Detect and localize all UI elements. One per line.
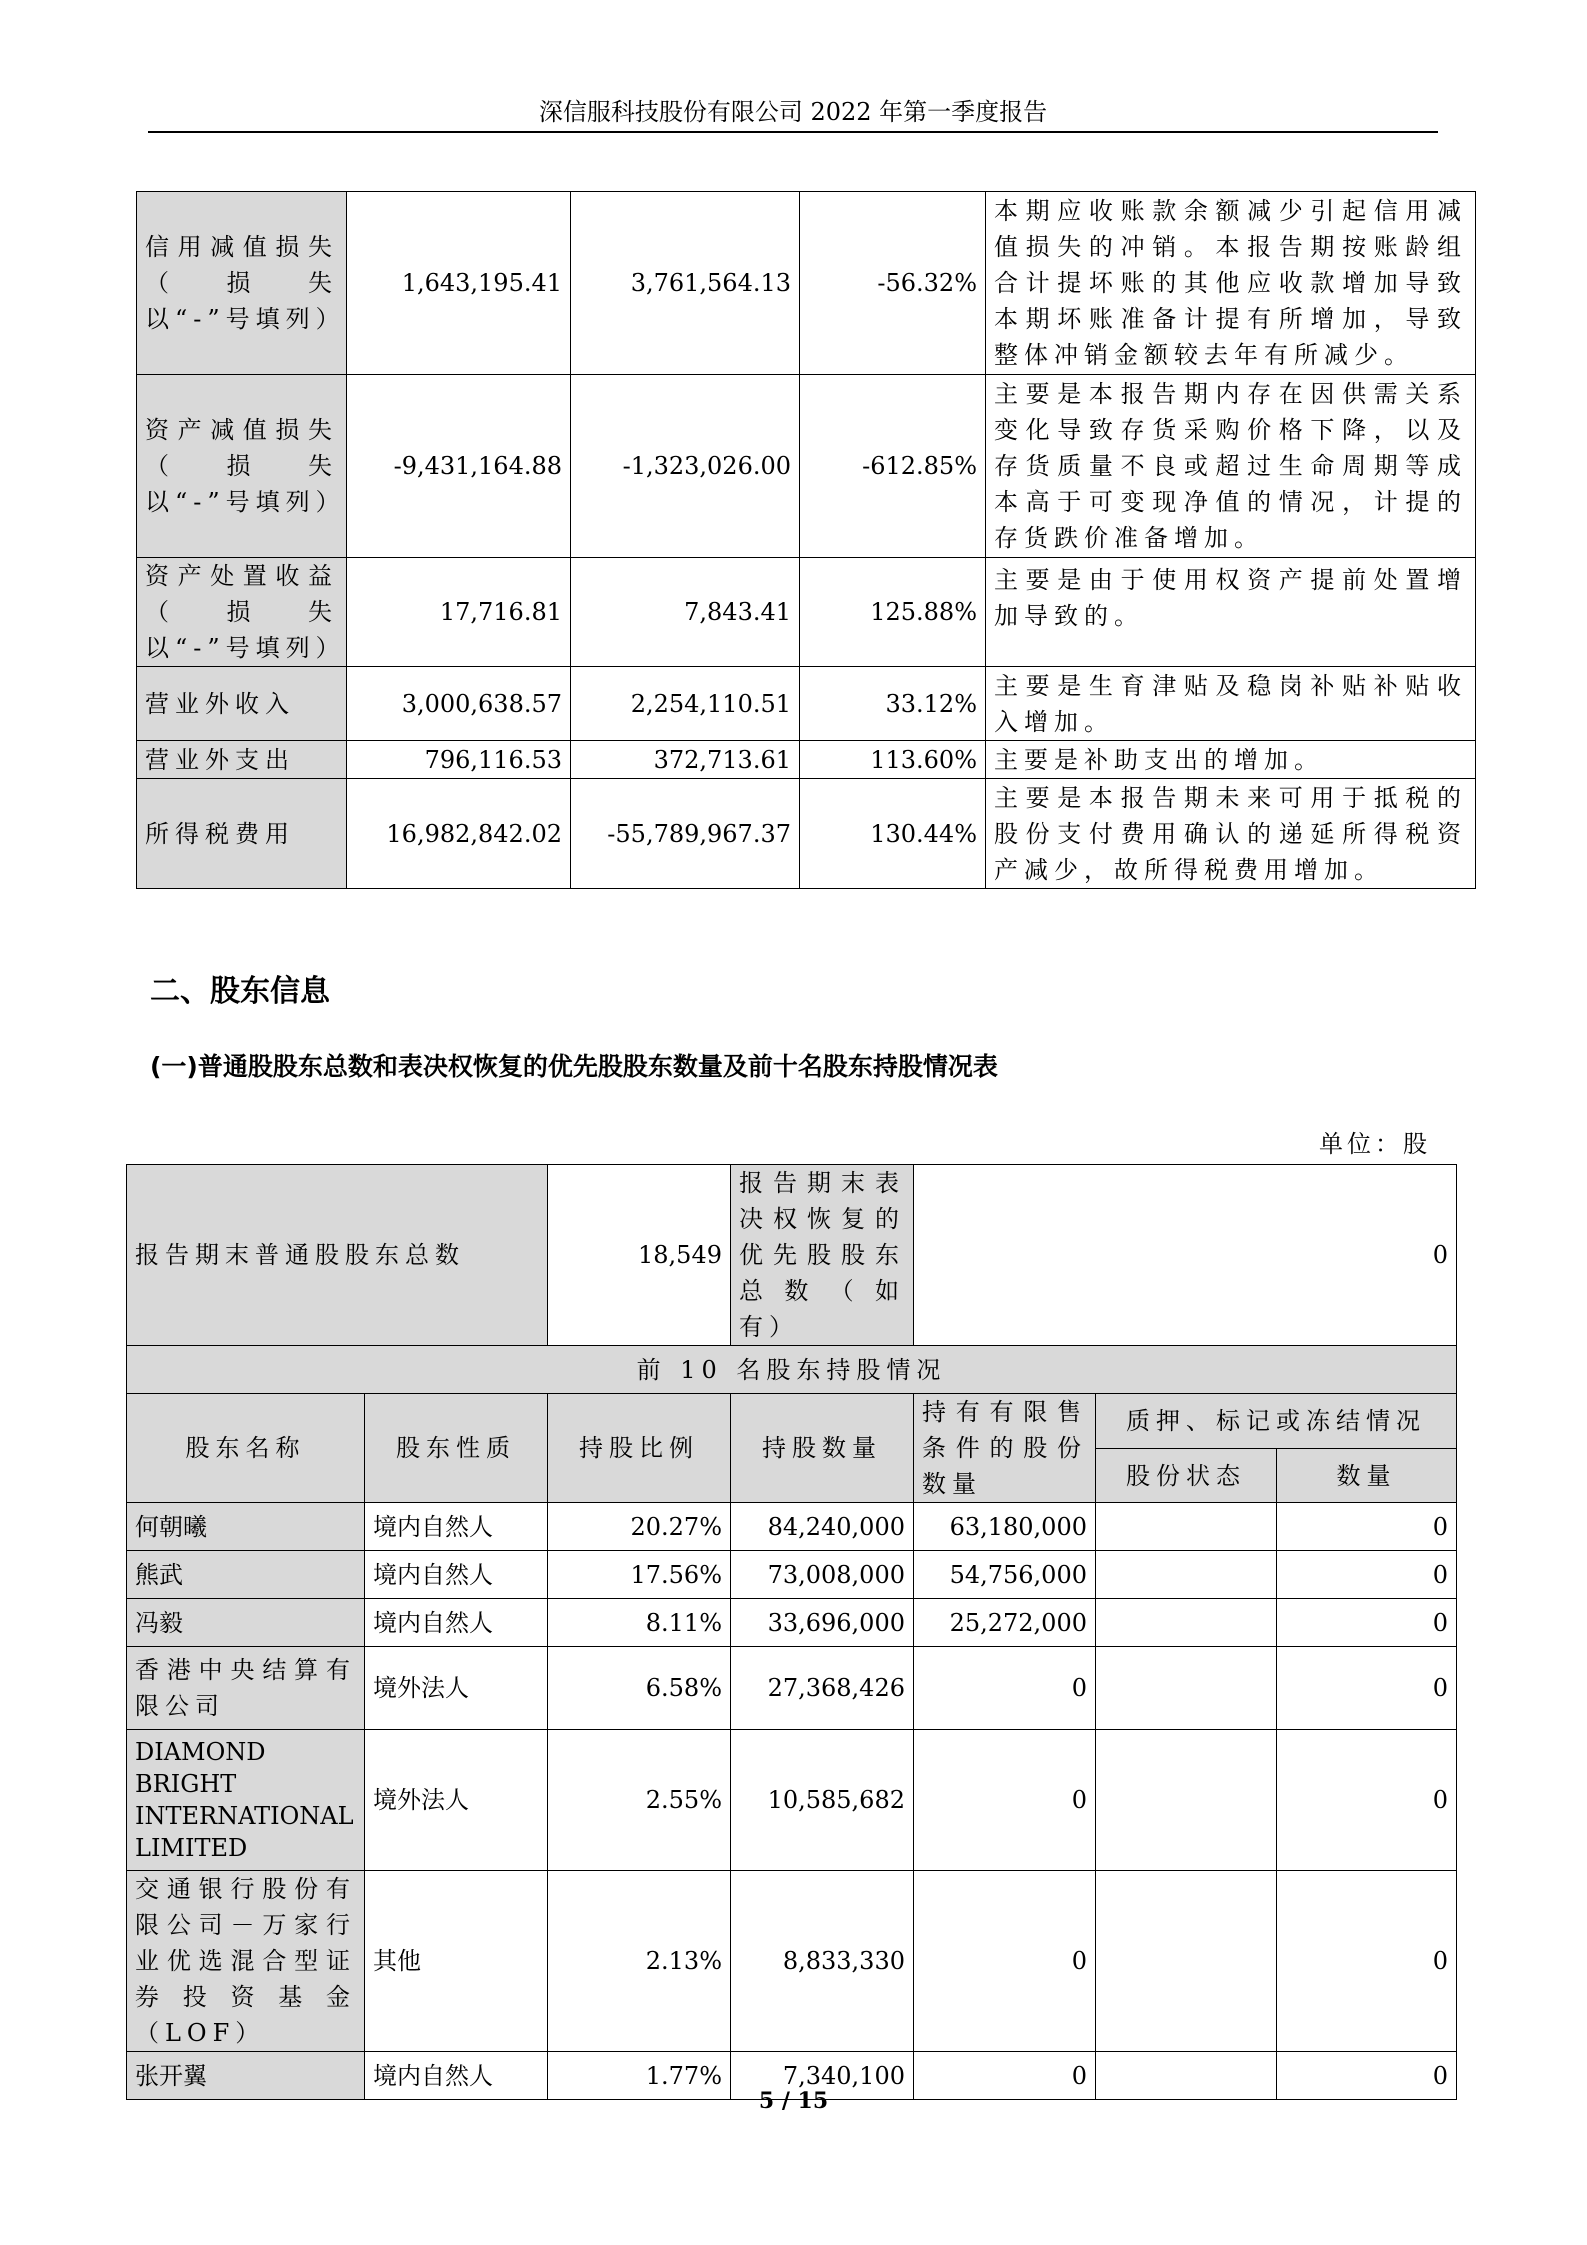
total-shareholders-label: 报告期末普通股股东总数 [127, 1165, 548, 1346]
previous-value-cell: 3,761,564.13 [571, 192, 800, 375]
shareholder-name: DIAMOND BRIGHT INTERNATIONAL LIMITED [127, 1730, 365, 1871]
shareholder-nature: 境内自然人 [365, 1551, 548, 1599]
section-title: 二、股东信息 [150, 974, 330, 1009]
summary-row [127, 1165, 1457, 1346]
shareholder-nature: 境内自然人 [365, 2052, 548, 2100]
shareholder-quantity: 0 [1277, 1730, 1457, 1871]
table-row [127, 1551, 1457, 1599]
unit-label: 单位：股 [1319, 1130, 1431, 1158]
item-cell: 资产减值损失（损失以“-”号填列） [137, 375, 347, 558]
previous-value-cell: 2,254,110.51 [571, 667, 800, 741]
shareholder-name: 熊武 [127, 1551, 365, 1599]
header-restricted: 持有有限售条件的股份数量 [914, 1394, 1096, 1503]
change-rate-cell: -56.32% [800, 192, 986, 375]
item-cell: 所得税费用 [137, 779, 347, 889]
shareholder-shares: 73,008,000 [731, 1551, 914, 1599]
shareholder-quantity: 0 [1277, 1551, 1457, 1599]
table-row [137, 779, 1476, 889]
reason-cell: 主要是本报告期内存在因供需关系变化导致存货采购价格下降，以及存货质量不良或超过生命周期等成本高于可变现净值的情况，计提的存货跌价准备增加。 [986, 375, 1476, 558]
change-rate-cell: 125.88% [800, 558, 986, 667]
shareholder-nature: 境外法人 [365, 1647, 548, 1730]
shareholder-name: 何朝曦 [127, 1503, 365, 1551]
page-number: 5 / 15 [758, 2088, 829, 2114]
reason-cell: 主要是补助支出的增加。 [986, 741, 1476, 779]
shareholder-ratio: 2.55% [548, 1730, 731, 1871]
shareholder-shares: 7,340,100 [731, 2052, 914, 2100]
shareholder-ratio: 2.13% [548, 1871, 731, 2052]
table-row [127, 1599, 1457, 1647]
reason-cell: 本期应收账款余额减少引起信用减值损失的冲销。本报告期按账龄组合计提坏账的其他应收款增加导致本期坏账准备计提有所增加，导致整体冲销金额较去年有所减少。 [986, 192, 1476, 375]
header-ratio: 持股比例 [548, 1394, 731, 1503]
previous-value-cell: -1,323,026.00 [571, 375, 800, 558]
table-row [127, 1503, 1457, 1551]
current-value-cell: 1,643,195.41 [347, 192, 571, 375]
change-rate-cell: 130.44% [800, 779, 986, 889]
section-subtitle: (一)普通股股东总数和表决权恢复的优先股股东数量及前十名股东持股情况表 [150, 1052, 998, 1081]
shareholder-ratio: 20.27% [548, 1503, 731, 1551]
shareholder-name: 香港中央结算有限公司 [127, 1647, 365, 1730]
shareholder-restricted: 0 [914, 1871, 1096, 2052]
current-value-cell: -9,431,164.88 [347, 375, 571, 558]
table-row [127, 1647, 1457, 1730]
shareholder-ratio: 6.58% [548, 1647, 731, 1730]
shareholder-nature: 其他 [365, 1871, 548, 2052]
shareholder-nature: 境内自然人 [365, 1503, 548, 1551]
shareholder-restricted: 0 [914, 2052, 1096, 2100]
change-rate-cell: 33.12% [800, 667, 986, 741]
shareholder-name: 张开翼 [127, 2052, 365, 2100]
header-pledge: 质押、标记或冻结情况 [1096, 1394, 1457, 1449]
shareholder-name: 交通银行股份有限公司－万家行业优选混合型证券投资基金（LOF） [127, 1871, 365, 2052]
table-row [137, 741, 1476, 779]
shareholder-restricted: 0 [914, 1730, 1096, 1871]
header-name: 股东名称 [127, 1394, 365, 1503]
header-shares: 持股数量 [731, 1394, 914, 1503]
shareholder-name: 冯毅 [127, 1599, 365, 1647]
table-row [137, 375, 1476, 558]
table-row [127, 1871, 1457, 2052]
current-value-cell: 3,000,638.57 [347, 667, 571, 741]
previous-value-cell: -55,789,967.37 [571, 779, 800, 889]
item-cell: 资产处置收益（损失以“-”号填列） [137, 558, 347, 667]
shareholder-shares: 10,585,682 [731, 1730, 914, 1871]
reason-cell: 主要是本报告期未来可用于抵税的股份支付费用确认的递延所得税资产减少，故所得税费用增加。 [986, 779, 1476, 889]
header-status: 股份状态 [1096, 1449, 1277, 1503]
shareholder-ratio: 8.11% [548, 1599, 731, 1647]
shareholder-shares: 33,696,000 [731, 1599, 914, 1647]
change-rate-cell: -612.85% [800, 375, 986, 558]
item-cell: 信用减值损失（损失以“-”号填列） [137, 192, 347, 375]
shareholder-quantity: 0 [1277, 1647, 1457, 1730]
shareholder-restricted: 63,180,000 [914, 1503, 1096, 1551]
shareholder-status [1096, 1503, 1277, 1551]
top10-title-row [127, 1346, 1457, 1394]
shareholder-restricted: 0 [914, 1647, 1096, 1730]
header-quantity: 数量 [1277, 1449, 1457, 1503]
shareholder-quantity: 0 [1277, 1871, 1457, 2052]
shareholder-restricted: 25,272,000 [914, 1599, 1096, 1647]
current-value-cell: 17,716.81 [347, 558, 571, 667]
shareholder-shares: 27,368,426 [731, 1647, 914, 1730]
current-value-cell: 796,116.53 [347, 741, 571, 779]
shareholder-quantity: 0 [1277, 1503, 1457, 1551]
income-change-table [136, 191, 1476, 889]
shareholder-status [1096, 1647, 1277, 1730]
shareholder-status [1096, 1871, 1277, 2052]
reason-cell: 主要是由于使用权资产提前处置增加导致的。 [986, 558, 1476, 667]
shareholder-quantity: 0 [1277, 2052, 1457, 2100]
page-header: 深信服科技股份有限公司 2022 年第一季度报告 [538, 98, 1048, 126]
preferred-shareholders-value: 0 [914, 1165, 1457, 1346]
table-row [137, 667, 1476, 741]
shareholder-shares: 84,240,000 [731, 1503, 914, 1551]
shareholder-nature: 境内自然人 [365, 1599, 548, 1647]
table-row [127, 1730, 1457, 1871]
shareholder-ratio: 1.77% [548, 2052, 731, 2100]
top10-title: 前 10 名股东持股情况 [127, 1346, 1457, 1394]
table-row [137, 558, 1476, 667]
reason-cell: 主要是生育津贴及稳岗补贴补贴收入增加。 [986, 667, 1476, 741]
shareholder-status [1096, 1551, 1277, 1599]
header-row [127, 1394, 1457, 1449]
current-value-cell: 16,982,842.02 [347, 779, 571, 889]
shareholder-shares: 8,833,330 [731, 1871, 914, 2052]
shareholder-quantity: 0 [1277, 1599, 1457, 1647]
previous-value-cell: 7,843.41 [571, 558, 800, 667]
header-rule [148, 131, 1438, 133]
table-row [137, 192, 1476, 375]
shareholder-nature: 境外法人 [365, 1730, 548, 1871]
item-cell: 营业外收入 [137, 667, 347, 741]
shareholder-restricted: 54,756,000 [914, 1551, 1096, 1599]
header-nature: 股东性质 [365, 1394, 548, 1503]
shareholder-table [126, 1164, 1457, 2100]
item-cell: 营业外支出 [137, 741, 347, 779]
previous-value-cell: 372,713.61 [571, 741, 800, 779]
preferred-shareholders-label: 报告期末表决权恢复的优先股股东总数（如有） [731, 1165, 914, 1346]
shareholder-ratio: 17.56% [548, 1551, 731, 1599]
change-rate-cell: 113.60% [800, 741, 986, 779]
shareholder-status [1096, 1730, 1277, 1871]
shareholder-status [1096, 1599, 1277, 1647]
total-shareholders-value: 18,549 [548, 1165, 731, 1346]
